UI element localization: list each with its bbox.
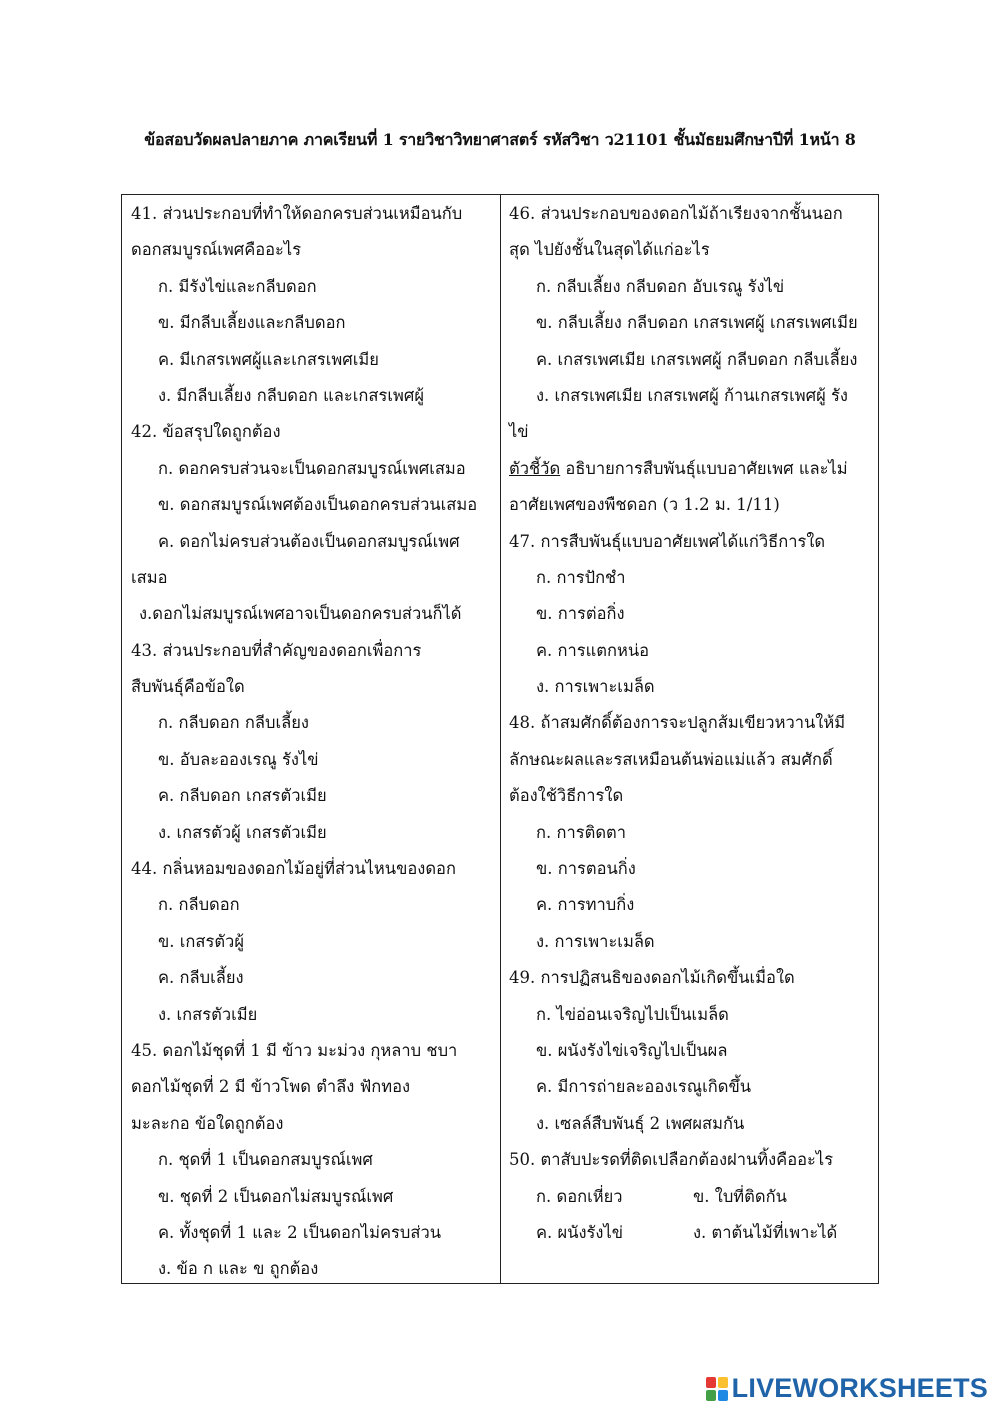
question-49-text: 49. การปฏิสนธิของดอกไม้เกิดขึ้นเมื่อใด	[509, 968, 795, 988]
question-44	[131, 851, 499, 1033]
question-41-choice-c[interactable]: ค. มีเกสรเพศผู้และเกสรเพศเมีย	[158, 349, 379, 369]
question-50-text: 50. ตาสับปะรดที่ติดเปลือกต้องฝานทิ้งคืออะไร	[509, 1150, 834, 1170]
question-42-choice-c-cont: เสมอ	[131, 567, 168, 587]
question-42-choice-b[interactable]: ข. ดอกสมบูรณ์เพศต้องเป็นดอกครบส่วนเสมอ	[158, 495, 478, 515]
question-49-choice-a[interactable]: ก. ไข่อ่อนเจริญไปเป็นเมล็ด	[536, 1004, 729, 1024]
question-43-text: 43. ส่วนประกอบที่สำคัญของดอกเพื่อการ	[131, 640, 422, 660]
right-column	[509, 196, 875, 1251]
question-46	[509, 196, 875, 451]
page-title: ข้อสอบวัดผลปลายภาค ภาคเรียนที่ 1 รายวิชาวิทยาศาสตร์ รหัสวิชา ว21101 ชั้นมัธยมศึกษาปีที่ 1หน้า 8	[144, 130, 856, 149]
question-49-choice-c[interactable]: ค. มีการถ่ายละอองเรณูเกิดขึ้น	[536, 1077, 752, 1097]
question-46-text-cont: สุด ไปยังชั้นในสุดได้แก่อะไร	[509, 240, 710, 260]
indicator-text: อธิบายการสืบพันธุ์แบบอาศัยเพศ และไม่	[560, 458, 848, 478]
question-45	[131, 1033, 499, 1288]
question-41-choice-d[interactable]: ง. มีกลีบเลี้ยง กลีบดอก และเกสรเพศผู้	[158, 385, 424, 405]
question-41-text-cont: ดอกสมบูรณ์เพศคืออะไร	[131, 240, 302, 260]
question-48-choice-c[interactable]: ค. การทาบกิ่ง	[536, 895, 635, 915]
question-46-choice-d-cont: ไข่	[509, 422, 529, 442]
question-45-text-cont: ดอกไม้ชุดที่ 2 มี ข้าวโพด ตำลึง ฟักทอง	[131, 1077, 411, 1097]
question-44-text: 44. กลิ่นหอมของดอกไม้อยู่ที่ส่วนไหนของดอก	[131, 859, 456, 879]
question-42	[131, 414, 499, 632]
question-41-choice-a[interactable]: ก. มีรังไข่และกลีบดอก	[158, 276, 317, 296]
indicator	[509, 451, 875, 524]
question-45-choice-c[interactable]: ค. ทั้งชุดที่ 1 และ 2 เป็นดอกไม่ครบส่วน	[158, 1222, 442, 1242]
question-44-choice-a[interactable]: ก. กลีบดอก	[158, 895, 240, 915]
question-45-choice-b[interactable]: ข. ชุดที่ 2 เป็นดอกไม่สมบูรณ์เพศ	[158, 1186, 394, 1206]
question-41-choice-b[interactable]: ข. มีกลีบเลี้ยงและกลีบดอก	[158, 313, 346, 333]
question-50-choice-d[interactable]: ง. ตาต้นไม้ที่เพาะได้	[693, 1222, 838, 1242]
question-48-choice-a[interactable]: ก. การติดตา	[536, 822, 627, 842]
question-47-choice-c[interactable]: ค. การแตกหน่อ	[536, 640, 650, 660]
question-46-choice-b[interactable]: ข. กลีบเลี้ยง กลีบดอก เกสรเพศผู้ เกสรเพศเมีย	[536, 313, 858, 333]
question-45-choice-d[interactable]: ง. ข้อ ก และ ข ถูกต้อง	[158, 1259, 319, 1279]
question-43-choice-d[interactable]: ง. เกสรตัวผู้ เกสรตัวเมีย	[158, 822, 327, 842]
question-43-choice-b[interactable]: ข. อับละอองเรณู รังไข่	[158, 749, 319, 769]
question-44-choice-b[interactable]: ข. เกสรตัวผู้	[158, 931, 244, 951]
question-41-text: 41. ส่วนประกอบที่ทำให้ดอกครบส่วนเหมือนกับ	[131, 204, 463, 223]
question-43-text-cont: สืบพันธุ์คือข้อใด	[131, 677, 245, 697]
question-48	[509, 705, 875, 960]
question-44-choice-d[interactable]: ง. เกสรตัวเมีย	[158, 1004, 258, 1024]
question-42-choice-a[interactable]: ก. ดอกครบส่วนจะเป็นดอกสมบูรณ์เพศเสมอ	[158, 458, 466, 478]
question-48-text: 48. ถ้าสมศักดิ์ต้องการจะปลูกส้มเขียวหวานให้มี	[509, 713, 846, 733]
indicator-text-cont: อาศัยเพศของพืชดอก (ว 1.2 ม. 1/11)	[509, 495, 780, 515]
question-47-choice-b[interactable]: ข. การต่อกิ่ง	[536, 604, 625, 624]
question-44-choice-c[interactable]: ค. กลีบเลี้ยง	[158, 968, 244, 988]
question-47-choice-d[interactable]: ง. การเพาะเมล็ด	[536, 677, 655, 697]
question-46-choice-d[interactable]: ง. เกสรเพศเมีย เกสรเพศผู้ ก้านเกสรเพศผู้ รัง	[536, 385, 848, 405]
question-48-choice-b[interactable]: ข. การตอนกิ่ง	[536, 859, 636, 879]
column-divider	[500, 194, 501, 1284]
question-49-choice-b[interactable]: ข. ผนังรังไข่เจริญไปเป็นผล	[536, 1040, 728, 1060]
question-50	[509, 1142, 875, 1251]
question-42-choice-c[interactable]: ค. ดอกไม่ครบส่วนต้องเป็นดอกสมบูรณ์เพศ	[158, 531, 460, 551]
question-43-choice-c[interactable]: ค. กลีบดอก เกสรตัวเมีย	[158, 786, 327, 806]
question-48-text-cont: ลักษณะผลและรสเหมือนต้นพ่อแม่แล้ว สมศักดิ์	[509, 749, 833, 769]
question-50-choice-row-2	[509, 1215, 875, 1251]
indicator-label: ตัวชี้วัด	[509, 458, 561, 478]
question-42-choice-d[interactable]: ง.ดอกไม่สมบูรณ์เพศอาจเป็นดอกครบส่วนก็ได้	[139, 604, 462, 624]
question-48-text-cont-2: ต้องใช้วิธีการใด	[509, 786, 624, 806]
question-49	[509, 960, 875, 1142]
question-42-text: 42. ข้อสรุปใดถูกต้อง	[131, 422, 281, 442]
liveworksheets-watermark	[706, 1373, 988, 1404]
question-43	[131, 633, 499, 851]
question-48-choice-d[interactable]: ง. การเพาะเมล็ด	[536, 931, 655, 951]
question-46-choice-c[interactable]: ค. เกสรเพศเมีย เกสรเพศผู้ กลีบดอก กลีบเลี้ยง	[536, 349, 858, 369]
question-50-choice-a[interactable]: ก. ดอกเหี่ยว	[536, 1186, 623, 1206]
question-45-text: 45. ดอกไม้ชุดที่ 1 มี ข้าว มะม่วง กุหลาบ ชบา	[131, 1040, 458, 1060]
question-50-choice-b[interactable]: ข. ใบที่ติดกัน	[693, 1186, 787, 1206]
question-47	[509, 524, 875, 706]
left-column	[131, 196, 499, 1288]
question-43-choice-a[interactable]: ก. กลีบดอก กลีบเลี้ยง	[158, 713, 309, 733]
liveworksheets-logo-icon	[706, 1377, 728, 1401]
question-41	[131, 196, 499, 414]
question-50-choice-c[interactable]: ค. ผนังรังไข่	[536, 1222, 624, 1242]
question-47-text: 47. การสืบพันธุ์แบบอาศัยเพศได้แก่วิธีการใด	[509, 531, 826, 551]
question-46-text: 46. ส่วนประกอบของดอกไม้ถ้าเรียงจากชั้นนอก	[509, 204, 843, 223]
question-47-choice-a[interactable]: ก. การปักชำ	[536, 567, 626, 587]
liveworksheets-wordmark: LIVEWORKSHEETS	[731, 1373, 988, 1403]
question-46-choice-a[interactable]: ก. กลีบเลี้ยง กลีบดอก อับเรณู รังไข่	[536, 276, 785, 296]
question-45-choice-a[interactable]: ก. ชุดที่ 1 เป็นดอกสมบูรณ์เพศ	[158, 1150, 373, 1170]
question-50-choice-row-1	[509, 1179, 875, 1215]
indicator-line	[509, 451, 875, 487]
question-49-choice-d[interactable]: ง. เซลล์สืบพันธุ์ 2 เพศผสมกัน	[536, 1113, 745, 1133]
question-45-text-cont-2: มะละกอ ข้อใดถูกต้อง	[131, 1113, 284, 1133]
